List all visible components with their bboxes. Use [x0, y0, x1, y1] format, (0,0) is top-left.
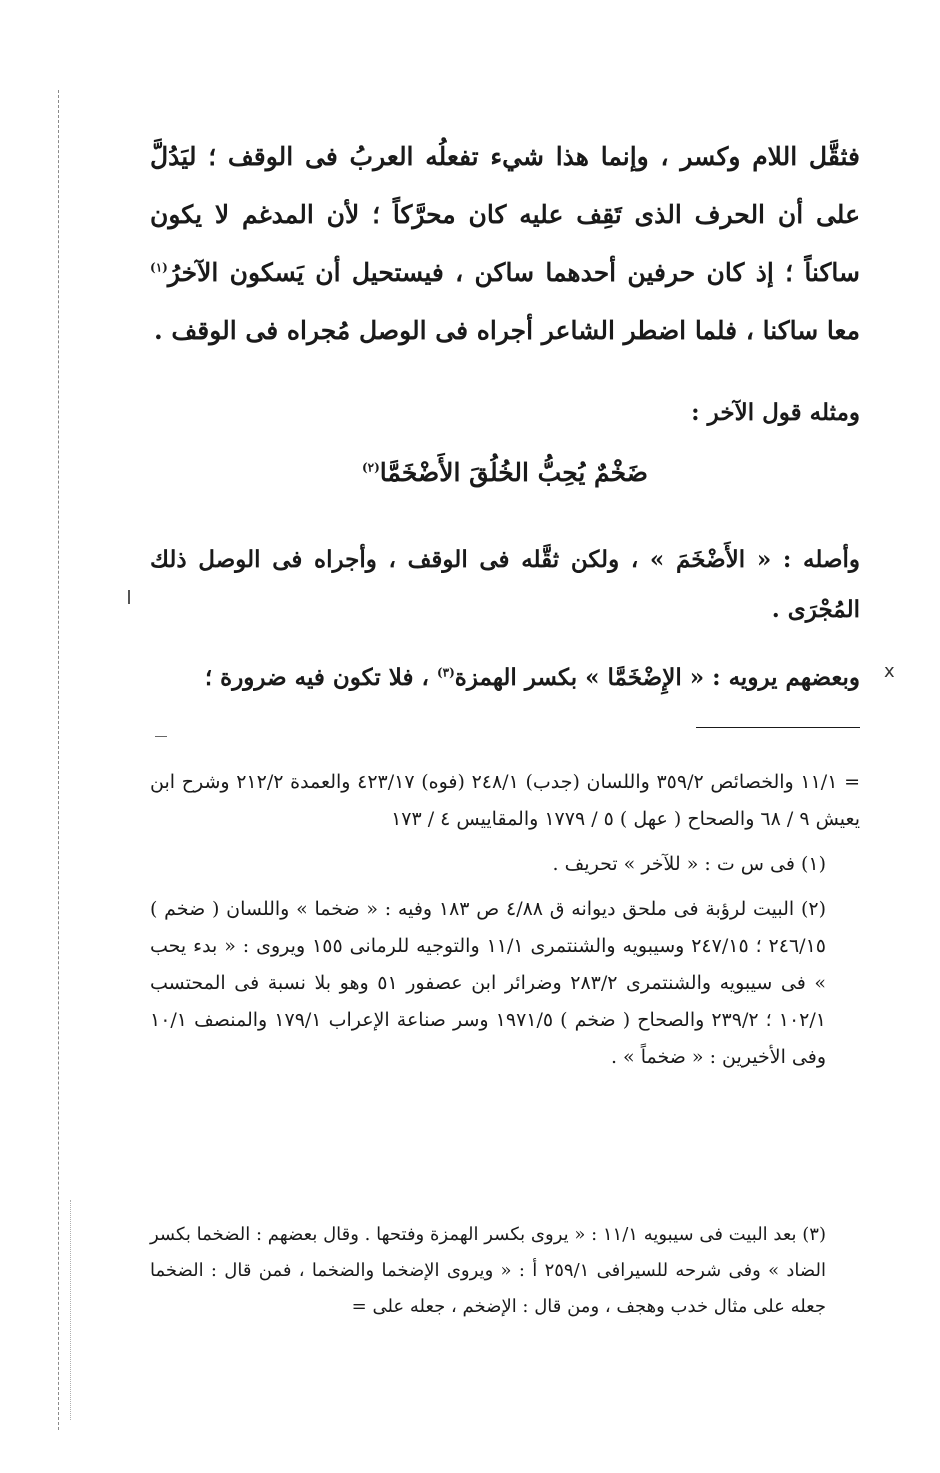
footnote-continuation: = ١١/١ والخصائص ٣٥٩/٢ واللسان (جدب) ٢٤٨/١ (فوه) ٤٢٣/١٧ والعمدة ٢١٢/٢ وشرح ابن يعيش ٩ / ٦٨ والصحاح ( عهل ) ٥ / ١٧٧٩ والمقاييس ٤ / ١٧٣: [150, 771, 861, 830]
footnote-1: (١) فى س ت : « للآخر » تحريف .: [552, 853, 826, 875]
main-paragraph: [150, 128, 860, 360]
stray-mark: [128, 590, 130, 604]
paragraph-1-text: فثقَّل اللام وكسر ، وإنما هذا شيء تفعلُه العربُ فى الوقف ؛ ليَدُلَّ على أن الحرف الذى تَقِف عليه كان محرَّكاً ؛ لأن المدغم لا يكون ساكناً ؛ إذ كان حرفين أحدهما ساكن ، فيستحيل أن يَسكون الآخرُ: [150, 142, 860, 287]
page-binding-line-faint: [70, 1200, 71, 1420]
footnote-ref-3: (٣): [436, 665, 455, 680]
footnote-3-block: [150, 1217, 860, 1325]
footnotes-section: [150, 764, 860, 1084]
verse-text: ضَخْمٌ يُحِبُّ الخُلُقَ الأَضْخَمَّا: [379, 458, 649, 487]
page-binding-line: [58, 90, 59, 1430]
verse-intro: ومثله قول الآخر :: [691, 399, 860, 426]
poetry-verse: [150, 453, 860, 493]
paragraph-3-end: ، فلا تكون فيه ضرورة ؛: [204, 664, 437, 691]
explanation-paragraph: وأصله : « الأَضْخَمَ » ، ولكن ثقَّله فى الوقف ، وأجراه فى الوصل ذلك المُجْرَى .: [150, 546, 860, 623]
variant-paragraph: [150, 658, 860, 698]
footnote-ref-1: (١): [150, 260, 168, 275]
paragraph-3-start: وبعضهم يرويه : « الإِضْخَمَّا » بكسر الهمزة: [454, 664, 860, 691]
footnote-3: (٣) بعد البيت فى سيبويه ١١/١ : « يروى بكسر الهمزة وفتحها . وقال بعضهم : الضخما بكسر الضاد » وفى شرحه للسيرافى ٢٥٩/١ أ : « ويروى الإضخما والضخما ، فمن قال : الضخما جعله على مثال خدب وهجف ، ومن قال : الإضخم ، جعله على =: [150, 1224, 827, 1317]
stray-dash: [155, 736, 167, 737]
footnote-2: (٢) البيت لرؤبة فى ملحق ديوانه ق ٤/٨٨ ص ١٨٣ وفيه : « ضخما » واللسان ( ضخم ) ٢٤٦/١٥ ؛ ٢٤٧/١٥ وسيبويه والشنتمرى ١١/١ والتوجيه للرمانى ١٥٥ ويروى : « بدء يحب » فى سيبويه والشنتمرى ٢٨٣/٢ وضرائر ابن عصفور ٥١ وهو بلا نسبة فى المحتسب ١٠٢/١ ؛ ٢٣٩/٢ والصحاح ( ضخم ) ١٩٧١/٥ وسر صناعة الإعراب ١٧٩/١ والمنصف ١٠/١ وفى الأخيرين : « ضخماً » .: [150, 898, 827, 1068]
footnote-separator: [696, 727, 860, 728]
margin-mark: x: [884, 661, 895, 682]
footnote-ref-2: (٢): [361, 460, 380, 475]
paragraph-1-end: معا ساكنا ، فلما اضطر الشاعر أجراه فى الوصل مُجراه فى الوقف .: [153, 316, 860, 345]
